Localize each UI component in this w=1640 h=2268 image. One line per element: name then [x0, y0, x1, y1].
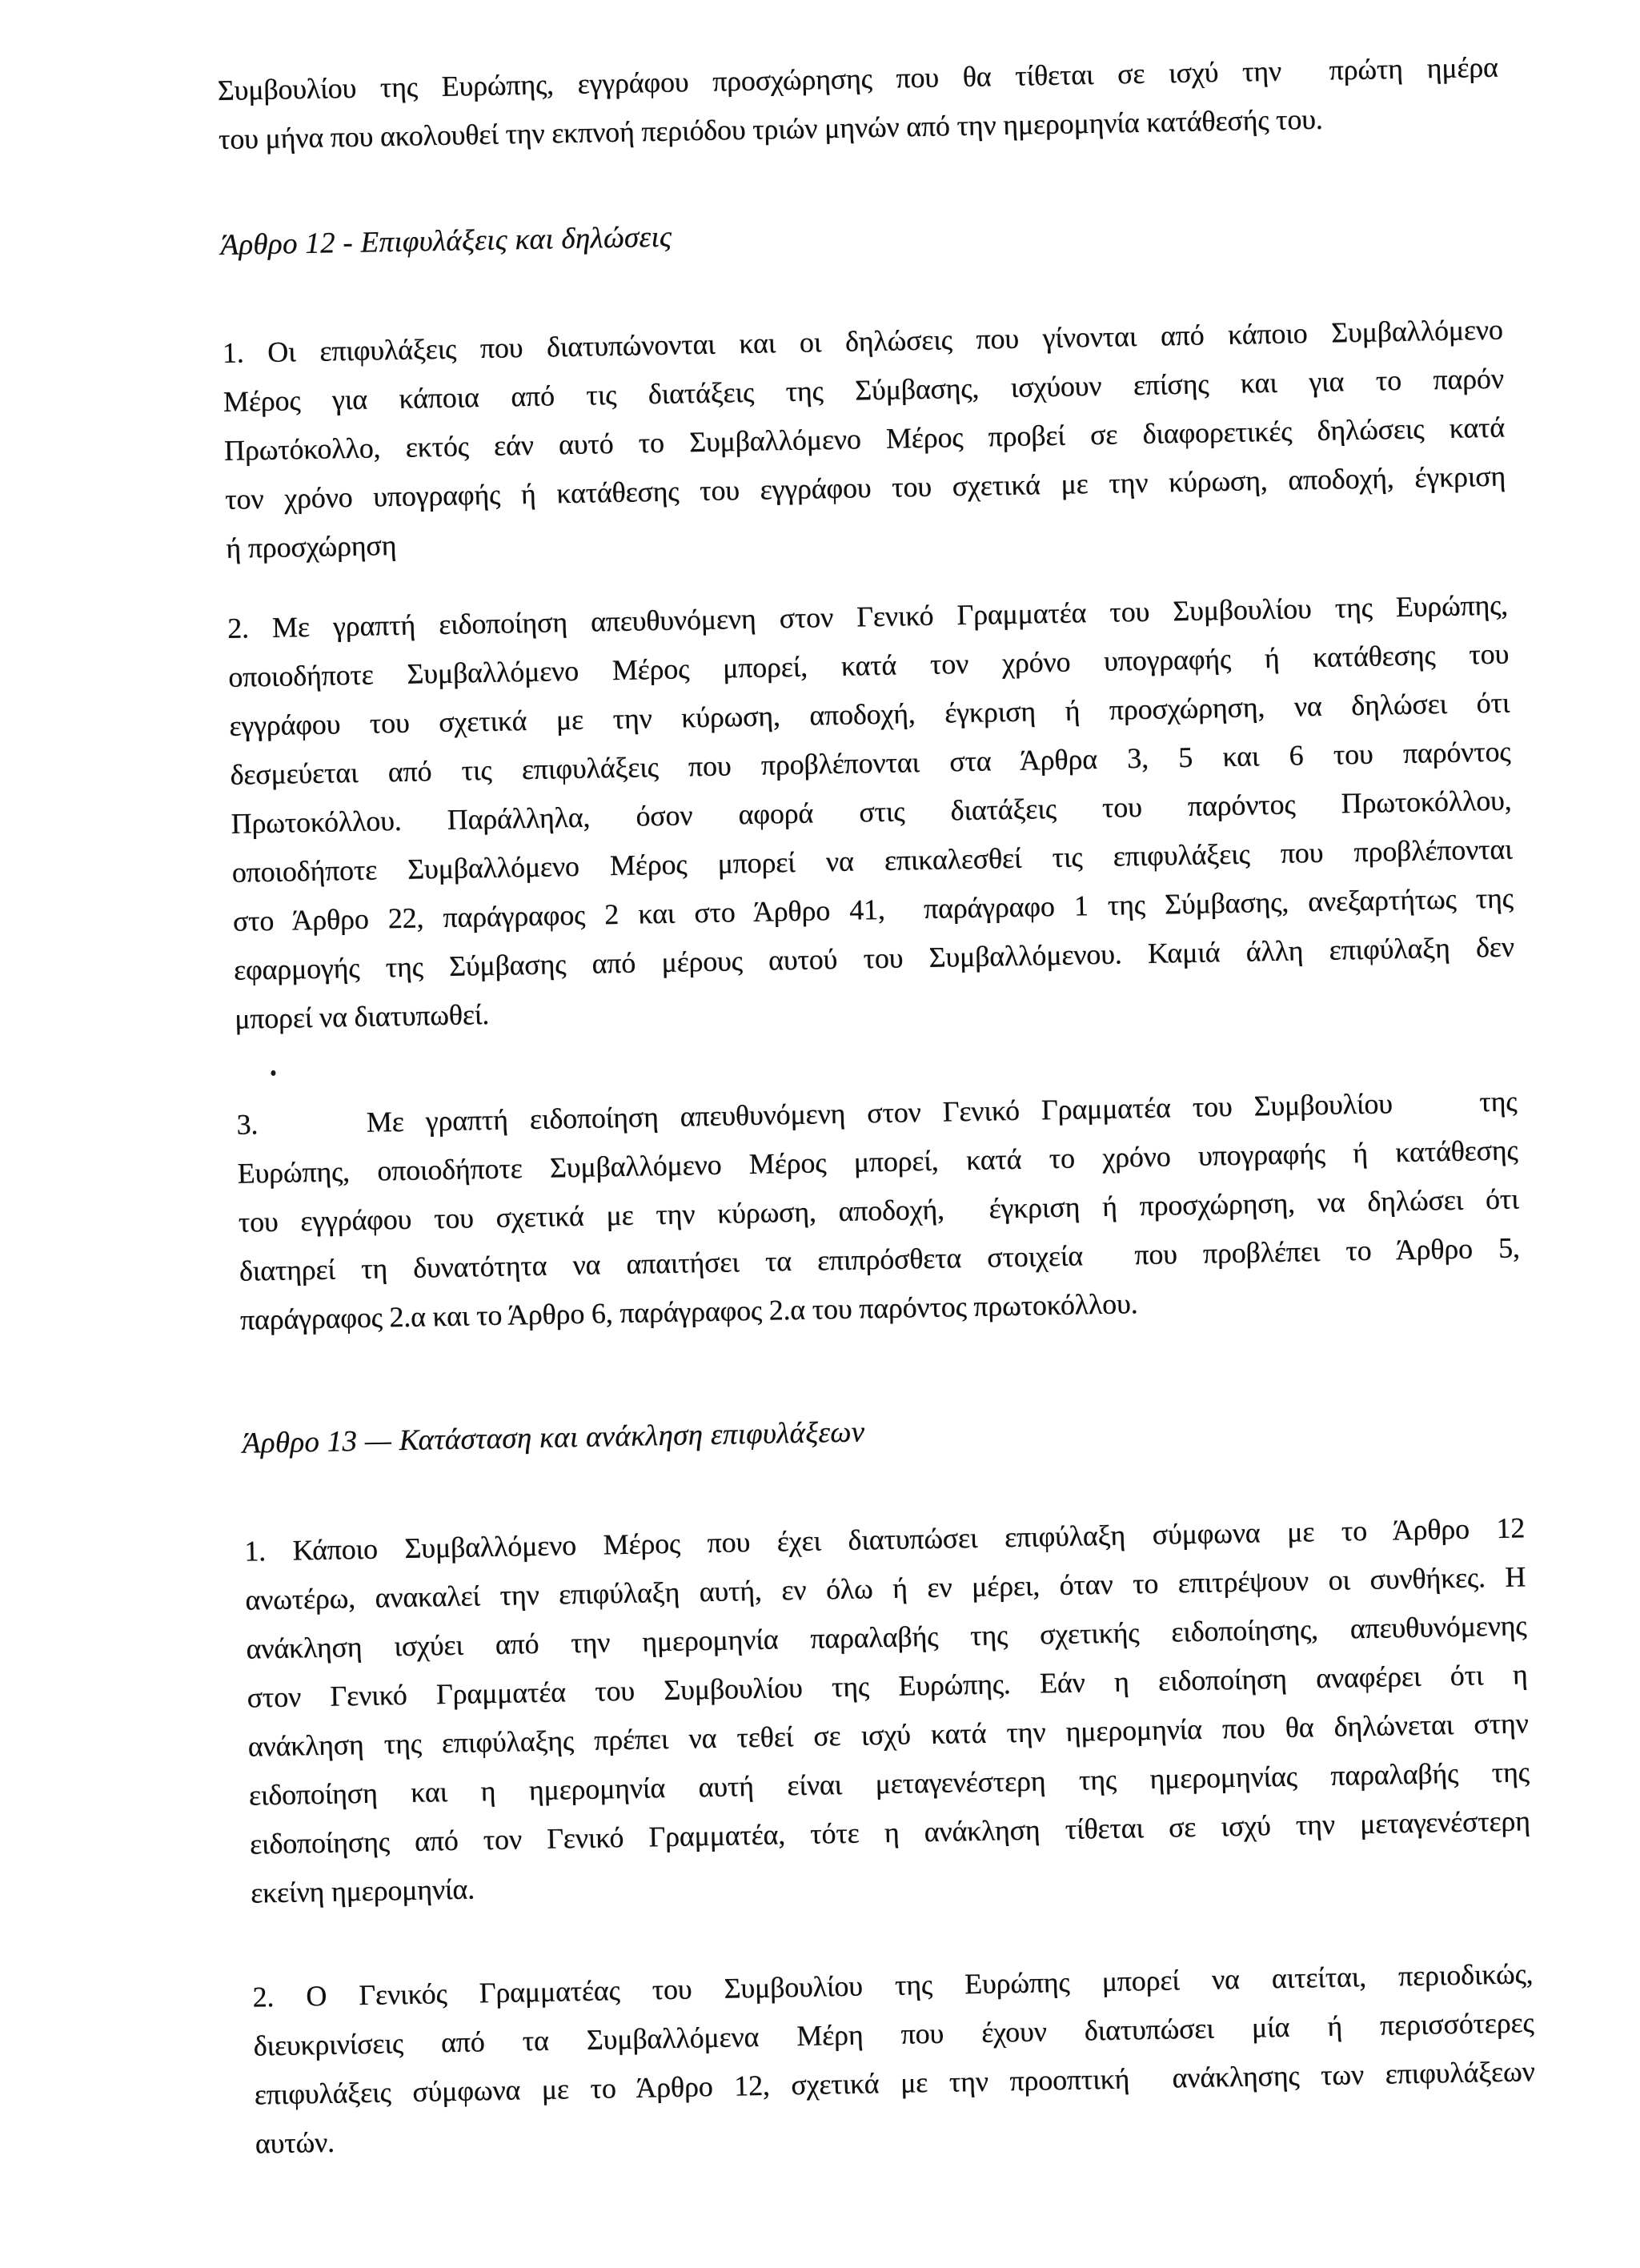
scan-artifact-dot	[271, 1070, 275, 1076]
text-line: μπορεί να διατυπωθεί.	[234, 998, 490, 1035]
intro-paragraph	[217, 43, 1499, 164]
text-line: ή προσχώρηση	[226, 528, 397, 564]
text-line: ανάκληση ισχύει από την ημερομηνία παραλαβής της σχετικής ειδοποίησης, απευθυνόμενης	[246, 1609, 1527, 1665]
text-line: Πρωτόκολλο, εκτός εάν αυτό το Συμβαλλόμενο Μέρος προβεί σε διαφορετικές δηλώσεις κατά	[223, 411, 1506, 467]
text-line: ειδοποίηση και η ημερομηνία αυτή είναι μεταγενέστερη της ημερομηνίας παραλαβής της	[248, 1756, 1530, 1812]
text-line: ανάκληση της επιφύλαξης πρέπει να τεθεί σε ισχύ κατά την ημερομηνία που θα δηλώνεται στην	[247, 1707, 1529, 1763]
article-12-heading: Άρθρο 12 - Επιφυλάξεις και δηλώσεις	[220, 220, 672, 262]
text-line: δεσμεύεται από τις επιφυλάξεις που προβλέπονται στα Άρθρα 3, 5 και 6 του παρόντος	[230, 735, 1511, 791]
text-line: ανωτέρω, ανακαλεί την επιφύλαξη αυτή, εν όλω ή εν μέρει, όταν το επιτρέψουν οι συνθήκες. Η	[245, 1560, 1526, 1616]
text-line: 1. Κάποιο Συμβαλλόμενο Μέρος που έχει διατυπώσει επιφύλαξη σύμφωνα με το Άρθρο 12	[244, 1511, 1526, 1568]
text-line: Ευρώπης, οποιοδήποτε Συμβαλλόμενο Μέρος μπορεί, κατά το χρόνο υπογραφής ή κατάθεσης	[237, 1134, 1518, 1190]
text-line: 2. Ο Γενικός Γραμματέας του Συμβουλίου της Ευρώπης μπορεί να αιτείται, περιοδικώς,	[252, 1957, 1534, 2013]
text-line: Συμβουλίου της Ευρώπης, εγγράφου προσχώρησης που θα τίθεται σε ισχύ την πρώτη ημέρα	[217, 50, 1499, 106]
text-line: 2. Με γραπτή ειδοποίηση απευθυνόμενη στον Γενικό Γραμματέα του Συμβουλίου της Ευρώπης,	[227, 588, 1509, 644]
text-line: στον Γενικό Γραμματέα του Συμβουλίου της Ευρώπης. Εάν η ειδοποίηση αναφέρει ότι η	[247, 1658, 1528, 1714]
text-line: 1. Οι επιφυλάξεις που διατυπώνονται και οι δηλώσεις που γίνονται από κάποιο Συμβαλλόμενο	[222, 313, 1504, 369]
article-13-paragraph-1	[244, 1503, 1532, 1917]
text-line: του μήνα που ακολουθεί την εκπνοή περιόδου τριών μηνών από την ημερομηνία κατάθεσής του.	[218, 102, 1323, 155]
text-line: αυτών.	[255, 2125, 335, 2160]
article-12-paragraph-2	[227, 581, 1516, 1044]
text-line: στο Άρθρο 22, παράγραφος 2 και στο Άρθρο 41, παράγραφο 1 της Σύμβασης, ανεξαρτήτως της	[232, 881, 1514, 937]
text-line: τον χρόνο υπογραφής ή κατάθεσης του εγγράφου του σχετικά με την κύρωση, αποδοχή, έγκριση	[224, 460, 1506, 516]
article-13-heading: Άρθρο 13 — Κατάσταση και ανάκληση επιφυλάξεων	[242, 1415, 865, 1460]
text-line: εγγράφου του σχετικά με την κύρωση, αποδοχή, έγκριση ή προσχώρηση, να δηλώσει ότι	[229, 686, 1510, 742]
text-line: Πρωτοκόλλου. Παράλληλα, όσον αφορά στις διατάξεις του παρόντος Πρωτοκόλλου,	[231, 784, 1512, 840]
article-12-paragraph-3	[236, 1077, 1521, 1344]
text-line: 3. Με γραπτή ειδοποίηση απευθυνόμενη στον Γενικό Γραμματέα του Συμβουλίου της	[236, 1085, 1518, 1141]
article-12-paragraph-1	[222, 306, 1506, 573]
text-line: παράγραφος 2.α και το Άρθρο 6, παράγραφος 2.α του παρόντος πρωτοκόλλου.	[239, 1287, 1138, 1336]
text-line: οποιοδήποτε Συμβαλλόμενο Μέρος μπορεί, κατά τον χρόνο υπογραφής ή κατάθεσης του	[228, 637, 1510, 693]
text-line: ειδοποίησης από τον Γενικό Γραμματέα, τότε η ανάκληση τίθεται σε ισχύ την μεταγενέστερη	[249, 1804, 1531, 1861]
text-line: διευκρινίσεις από τα Συμβαλλόμενα Μέρη που έχουν διατυπώσει μία ή περισσότερες	[253, 2006, 1534, 2062]
document-text-block	[216, 0, 1537, 2214]
text-line: Μέρος για κάποια από τις διατάξεις της Σύμβασης, ισχύουν επίσης και για το παρόν	[223, 362, 1505, 418]
article-13-paragraph-2	[252, 1949, 1536, 2168]
text-line: επιφυλάξεις σύμφωνα με το Άρθρο 12, σχετικά με την προοπτική ανάκλησης των επιφυλάξεων	[254, 2055, 1535, 2111]
text-line: εφαρμογής της Σύμβασης από μέρους αυτού του Συμβαλλόμενου. Καμιά άλλη επιφύλαξη δεν	[233, 930, 1515, 986]
text-line: εκείνη ημερομηνία.	[250, 1873, 475, 1909]
text-line: οποιοδήποτε Συμβαλλόμενο Μέρος μπορεί να επικαλεσθεί τις επιφυλάξεις που προβλέπονται	[231, 833, 1513, 889]
text-line: του εγγράφου του σχετικά με την κύρωση, αποδοχή, έγκριση ή προσχώρηση, να δηλώσει ότι	[238, 1182, 1519, 1238]
text-line: διατηρεί τη δυνατότητα να απαιτήσει τα επιπρόσθετα στοιχεία που προβλέπει το Άρθρο 5,	[239, 1231, 1521, 1287]
